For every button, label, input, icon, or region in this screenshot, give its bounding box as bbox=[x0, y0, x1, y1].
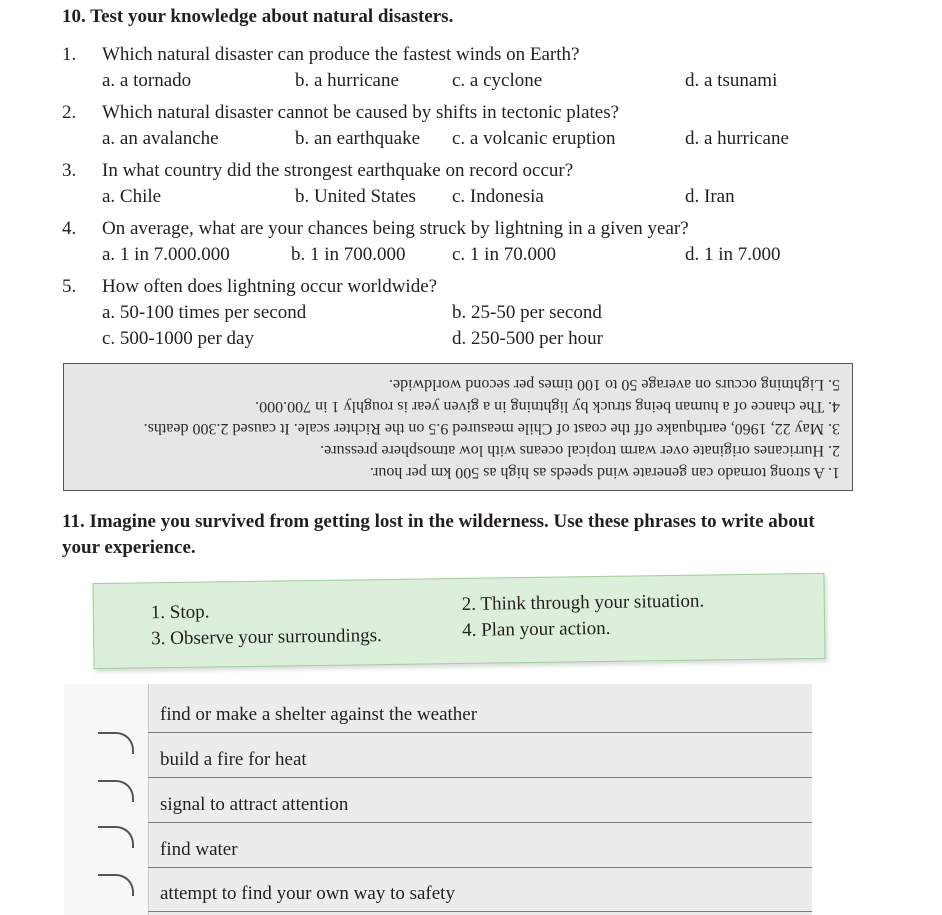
option-d: d. a hurricane bbox=[685, 128, 789, 149]
question-stem: In what country did the strongest earthquake on record occur? bbox=[102, 160, 574, 181]
answer-key-upside-down bbox=[64, 364, 852, 490]
spiral-ring-icon bbox=[98, 780, 134, 802]
section-11-title: 11. Imagine you survived from getting lost in the wilderness. Use these phrases to write about your experience. bbox=[62, 511, 815, 558]
question-4 bbox=[62, 216, 902, 268]
notebook-line-text: signal to attract attention bbox=[160, 794, 349, 815]
option-c: c. 500-1000 per day bbox=[102, 328, 254, 349]
option-b: b. a hurricane bbox=[295, 70, 399, 91]
notebook-line-text: attempt to find your own way to safety bbox=[160, 883, 455, 904]
question-1 bbox=[62, 42, 902, 94]
option-d: d. Iran bbox=[685, 186, 735, 207]
option-d: d. 250-500 per hour bbox=[452, 328, 603, 349]
notebook-line bbox=[148, 778, 812, 823]
notebook-page bbox=[64, 684, 812, 915]
option-b: b. an earthquake bbox=[295, 128, 421, 149]
spiral-ring-icon bbox=[98, 826, 134, 848]
question-stem: How often does lightning occur worldwide? bbox=[102, 276, 438, 297]
answer-2: 2. Hurricanes originate over warm tropical oceans with low atmosphere pressure. bbox=[320, 442, 840, 459]
question-3 bbox=[62, 158, 902, 210]
notebook-line-text: build a fire for heat bbox=[160, 749, 307, 770]
phrase-note bbox=[92, 573, 825, 669]
answer-key-box bbox=[63, 363, 853, 491]
section-10-title: 10. Test your knowledge about natural disasters. bbox=[62, 6, 454, 27]
phrase-3: 3. Observe your surroundings. bbox=[151, 625, 382, 650]
spiral-ring-icon bbox=[98, 732, 134, 754]
spiral-ring-icon bbox=[98, 874, 134, 896]
notebook-line bbox=[148, 733, 812, 778]
notebook-line-text: find or make a shelter against the weather bbox=[160, 704, 478, 725]
notebook-line bbox=[148, 823, 812, 868]
question-stem: Which natural disaster can produce the fastest winds on Earth? bbox=[102, 44, 580, 65]
answer-3: 3. May 22, 1960, earthquake off the coast of Chile measured 9.5 on the Richter scale. It caused 2.300 deaths. bbox=[143, 420, 840, 437]
answer-4: 4. The chance of a human being struck by lightning in a given year is roughly 1 in 700.000. bbox=[255, 398, 840, 415]
option-b: b. 1 in 700.000 bbox=[291, 244, 406, 265]
answer-1: 1. A strong tornado can generate wind speeds as high as 500 km per hour. bbox=[369, 464, 840, 481]
option-a: a. 1 in 7.000.000 bbox=[102, 244, 230, 265]
option-b: b. 25-50 per second bbox=[452, 302, 602, 323]
phrase-4: 4. Plan your action. bbox=[461, 617, 611, 641]
option-c: c. a cyclone bbox=[452, 70, 543, 91]
option-d: d. a tsunami bbox=[685, 70, 778, 91]
spiral-binding bbox=[64, 684, 149, 915]
option-c: c. 1 in 70.000 bbox=[452, 244, 556, 265]
option-a: a. 50-100 times per second bbox=[102, 302, 307, 323]
question-5 bbox=[62, 274, 902, 352]
question-number: 5. bbox=[62, 276, 77, 297]
option-c: c. Indonesia bbox=[452, 186, 544, 207]
option-a: a. Chile bbox=[102, 186, 162, 207]
phrase-2: 2. Think through your situation. bbox=[461, 590, 705, 615]
question-stem: Which natural disaster cannot be caused by shifts in tectonic plates? bbox=[102, 102, 620, 123]
option-b: b. United States bbox=[295, 186, 416, 207]
phrase-1: 1. Stop. bbox=[150, 601, 210, 624]
notebook-line-text: find water bbox=[160, 839, 238, 860]
question-number: 2. bbox=[62, 102, 77, 123]
question-2 bbox=[62, 100, 902, 152]
question-number: 3. bbox=[62, 160, 77, 181]
answer-5: 5. Lightning occurs on average 50 to 100 times per second worldwide. bbox=[389, 376, 840, 393]
option-a: a. a tornado bbox=[102, 70, 192, 91]
notebook-line bbox=[148, 688, 812, 733]
option-a: a. an avalanche bbox=[102, 128, 219, 149]
option-d: d. 1 in 7.000 bbox=[685, 244, 781, 265]
question-number: 1. bbox=[62, 44, 77, 65]
question-stem: On average, what are your chances being struck by lightning in a given year? bbox=[102, 218, 689, 239]
question-number: 4. bbox=[62, 218, 77, 239]
option-c: c. a volcanic eruption bbox=[452, 128, 616, 149]
notebook-line bbox=[148, 867, 812, 912]
